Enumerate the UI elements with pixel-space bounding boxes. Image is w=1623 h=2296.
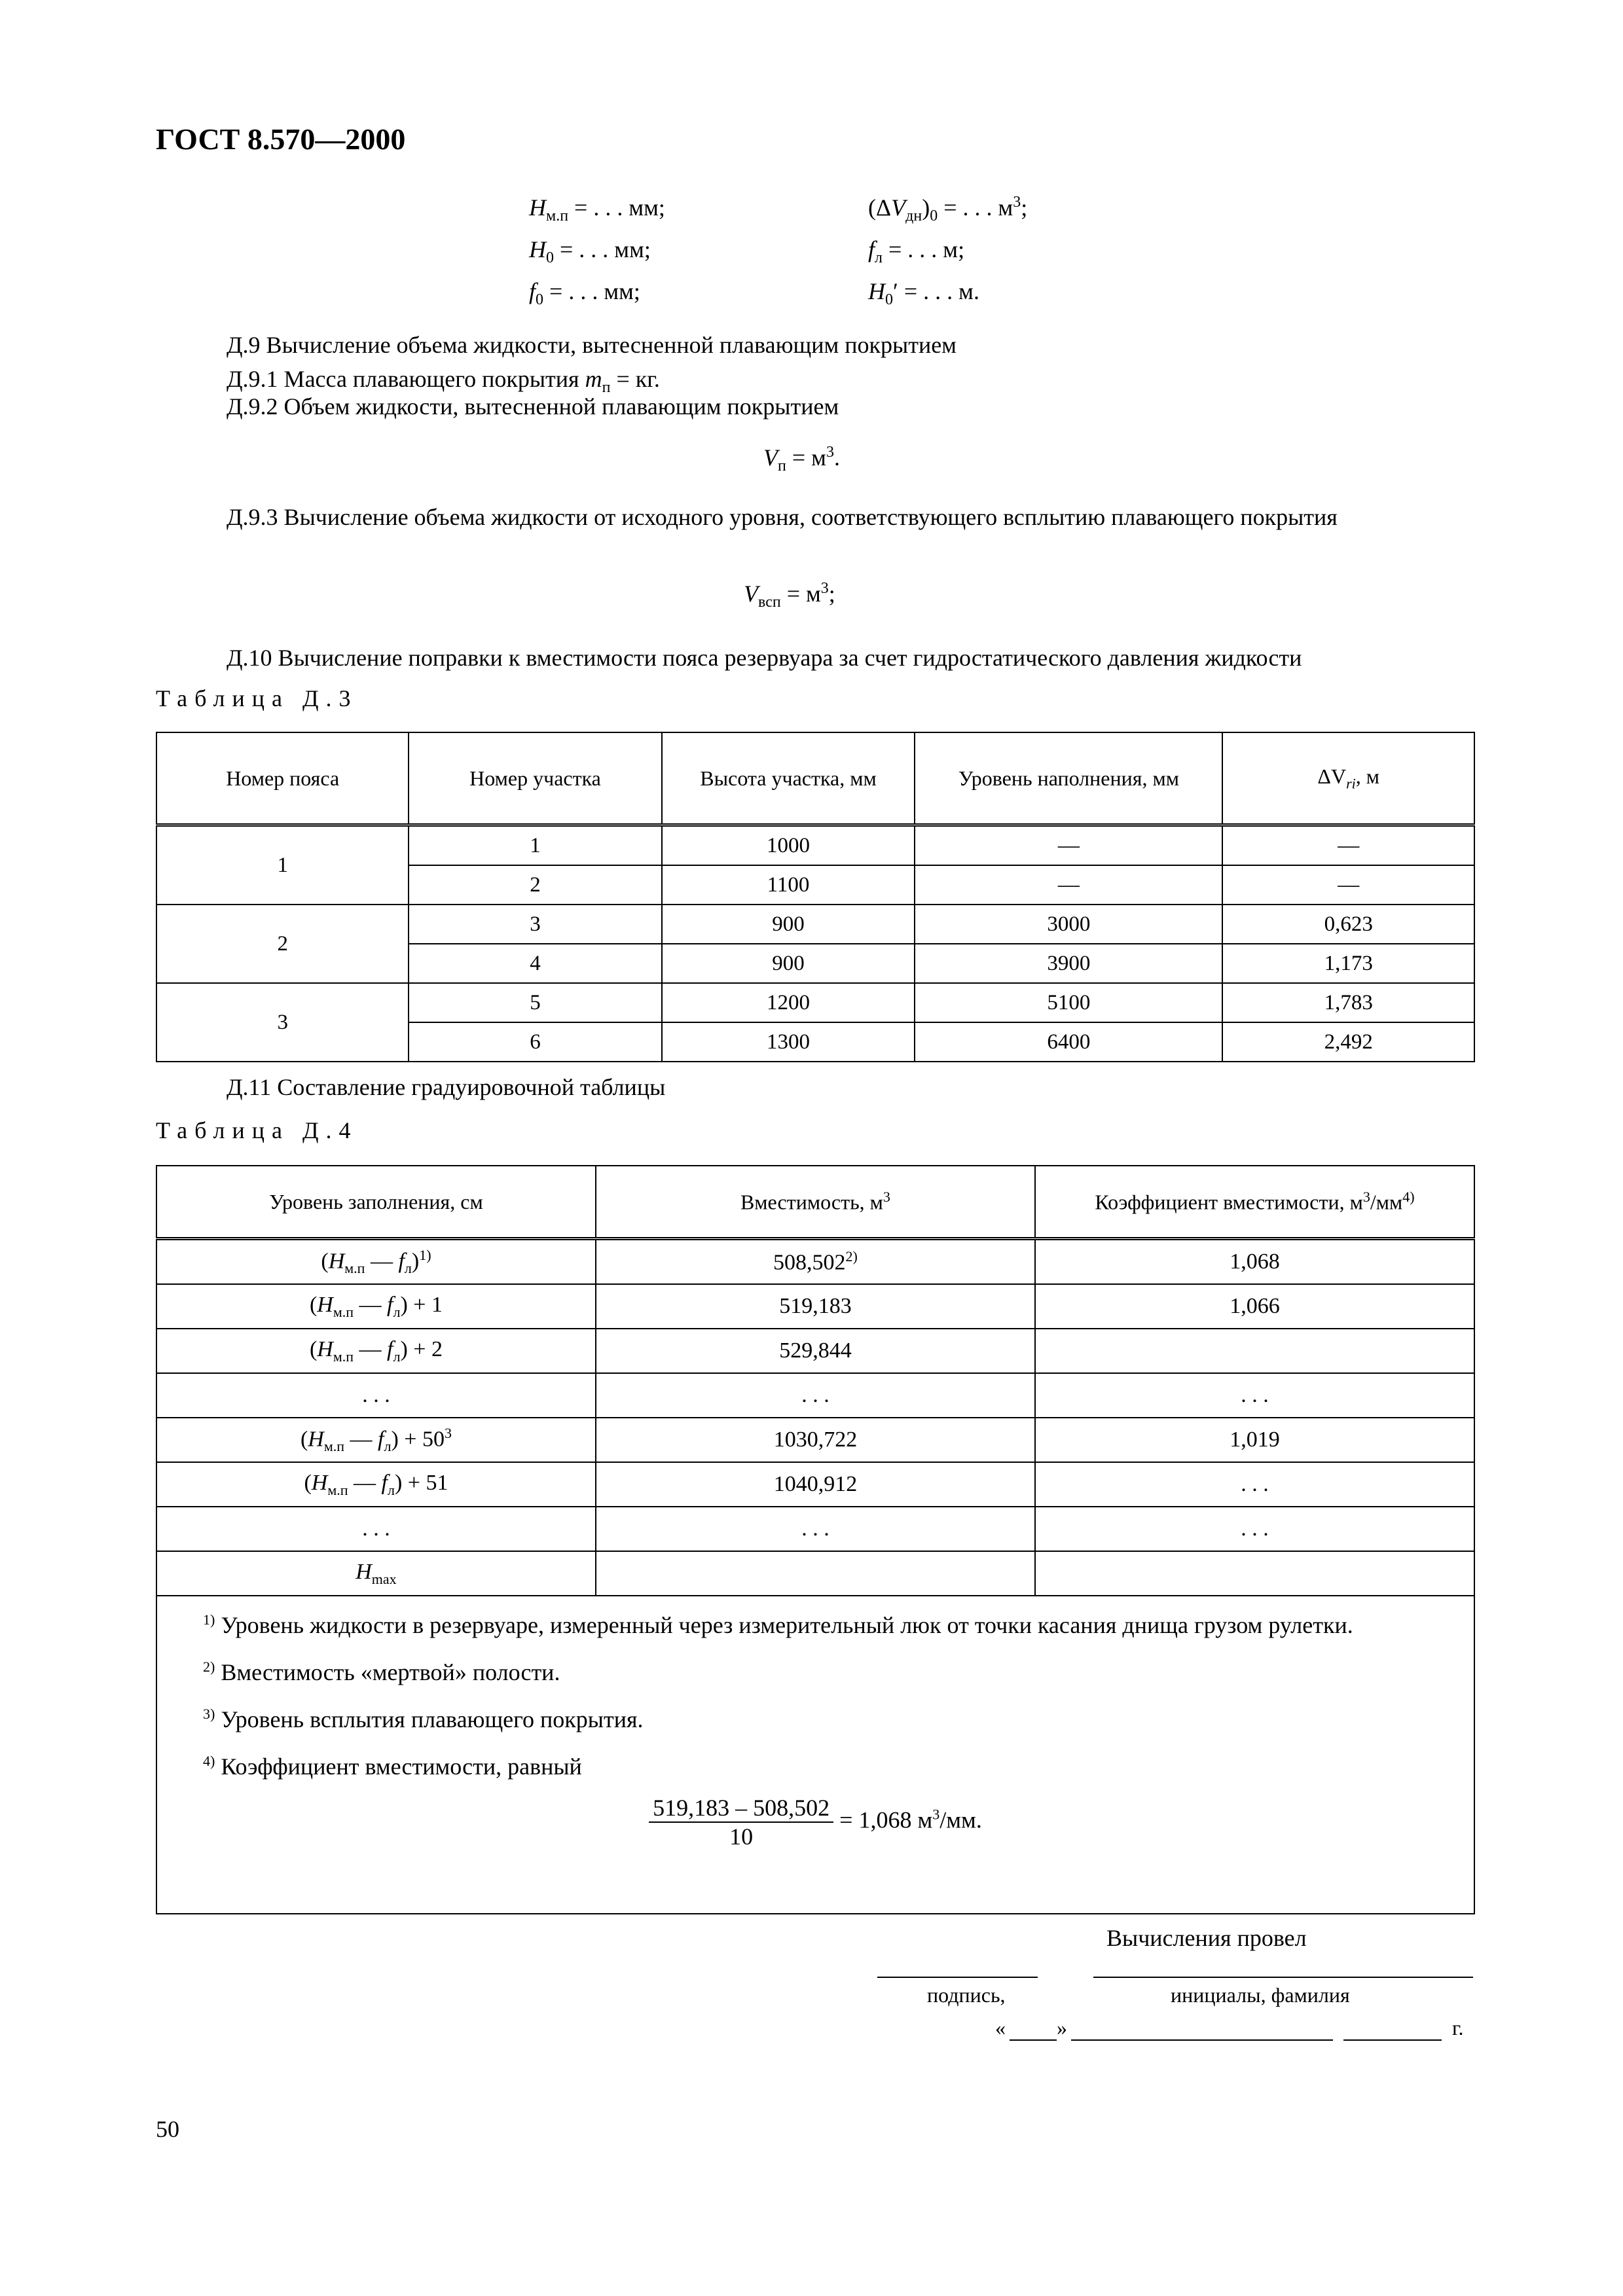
fill-level-cell: 3900 <box>915 944 1222 983</box>
section-height-cell: 1100 <box>662 865 915 905</box>
section-number-cell: 4 <box>409 944 661 983</box>
name-caption: инициалы, фамилия <box>1171 1983 1350 2007</box>
coef-cell: 1,066 <box>1035 1284 1474 1329</box>
hmax-cell: $H_{max}$ <box>156 1551 596 1596</box>
table-row <box>156 1373 1474 1418</box>
section-d93: Д.9.3 Вычисление объема жидкости от исходного уровня, соответствующего всплытию плавающего покрытия <box>227 504 1338 530</box>
section-height-cell: 900 <box>662 905 915 944</box>
coef-cell <box>1035 1329 1474 1373</box>
ellipsis-cell: . . . <box>156 1507 596 1551</box>
table-row <box>156 905 1474 944</box>
table-row-hmax <box>156 1551 1474 1596</box>
section-d11: Д.11 Составление градуировочной таблицы <box>227 1074 666 1100</box>
ellipsis-cell: . . . <box>156 1373 596 1418</box>
signature-caption: подпись, <box>927 1983 1006 2007</box>
table-row <box>156 825 1474 866</box>
table-d4-title: Таблица Д.4 <box>156 1117 358 1143</box>
section-number-cell: 2 <box>409 865 661 905</box>
ellipsis-cell: . . . <box>1035 1507 1474 1551</box>
table-notes-row <box>156 1596 1474 1914</box>
footnote: $^{3)}$ Уровень всплытия плавающего покрытия. <box>203 1706 644 1732</box>
coef-cell: 1,068 <box>1035 1239 1474 1285</box>
belt-number-cell: 2 <box>156 905 409 983</box>
table-footnotes <box>156 1596 1474 1914</box>
capacity-formula: $\frac{519,183 - 508,502}{10}$ = 1,068 $м^3/мм$. <box>162 1794 1468 1850</box>
date-day-line <box>1010 2039 1057 2041</box>
empty-cell <box>596 1551 1035 1596</box>
section-number-cell: 6 <box>409 1022 661 1062</box>
section-number-cell: 1 <box>409 825 661 866</box>
capacity-cell: 529,844 <box>596 1329 1035 1373</box>
param-left-0: $H_{м.п}$ = . . . мм; <box>529 194 665 225</box>
fill-level-cell: — <box>915 825 1222 866</box>
section-d91: Д.9.1 Масса плавающего покрытия $m_п$ = кг. <box>227 366 660 397</box>
ellipsis-cell: . . . <box>1035 1373 1474 1418</box>
section-height-cell: 1300 <box>662 1022 915 1062</box>
delta-v-cell: — <box>1222 825 1474 866</box>
table-d3 <box>156 732 1475 1062</box>
section-height-cell: 900 <box>662 944 915 983</box>
footnote: $^{4)}$ Коэффициент вместимости, равный <box>203 1753 582 1780</box>
date-month-line <box>1071 2039 1333 2041</box>
formula-vp: $V_п = м^3$. <box>763 444 840 475</box>
level-cell: ($H_{м.п}$ — $f_л) + 2$ <box>156 1329 596 1373</box>
section-d10: Д.10 Вычисление поправки к вместимости пояса резервуара за счет гидростатического давления жидкости <box>227 645 1302 671</box>
col-header-capacity: Вместимость, $м^3$ <box>596 1166 1035 1239</box>
capacity-cell: 519,183 <box>596 1284 1035 1329</box>
col-header-coef: Коэффициент вместимости, $м^3/мм^{4)}$ <box>1035 1166 1474 1239</box>
level-cell: ($H_{м.п}$ — $f_л) + 50^3$ <box>156 1418 596 1462</box>
section-height-cell: 1000 <box>662 825 915 866</box>
footnote: $^{1)}$ Уровень жидкости в резервуаре, измеренный через измерительный люк от точки касания днища грузом рулетки. <box>203 1611 1353 1638</box>
param-right-2: $H_0'$ = . . . м. <box>868 278 979 309</box>
param-left-2: $f_0$ = . . . мм; <box>529 278 640 309</box>
level-cell: ($H_{м.п}$ — $f_л)^{1)}$ <box>156 1239 596 1285</box>
delta-v-cell: 0,623 <box>1222 905 1474 944</box>
belt-number-cell: 1 <box>156 825 409 905</box>
date-open-quote: « <box>995 2016 1006 2039</box>
coef-cell: . . . <box>1035 1462 1474 1507</box>
ellipsis-cell: . . . <box>596 1373 1035 1418</box>
col-header-section: Номер участка <box>409 732 661 825</box>
delta-v-cell: 1,783 <box>1222 983 1474 1022</box>
table-row <box>156 1462 1474 1507</box>
section-height-cell: 1200 <box>662 983 915 1022</box>
capacity-cell: 1040,912 <box>596 1462 1035 1507</box>
formula-vvsp: $V_{всп} = м^3$; <box>744 580 835 611</box>
col-header-belt: Номер пояса <box>156 732 409 825</box>
param-right-0: $(\Delta V_{дн})_0$ = . . . $м^3$; <box>868 194 1028 225</box>
empty-cell <box>1035 1551 1474 1596</box>
table-d4 <box>156 1165 1475 1914</box>
level-cell: ($H_{м.п}$ — $f_л) + 51$ <box>156 1462 596 1507</box>
page-number: 50 <box>156 2116 179 2142</box>
param-right-1: $f_л$ = . . . м; <box>868 236 965 267</box>
table-row <box>156 1284 1474 1329</box>
col-header-level: Уровень заполнения, см <box>156 1166 596 1239</box>
table-header-row <box>156 732 1474 825</box>
fill-level-cell: 3000 <box>915 905 1222 944</box>
name-line <box>1093 1977 1473 1978</box>
capacity-cell: 1030,722 <box>596 1418 1035 1462</box>
table-header-row <box>156 1166 1474 1239</box>
col-header-height: Высота участка, мм <box>662 732 915 825</box>
table-d3-title: Таблица Д.3 <box>156 685 358 711</box>
fill-level-cell: 6400 <box>915 1022 1222 1062</box>
footnote: $^{2)}$ Вместимость «мертвой» полости. <box>203 1659 560 1685</box>
table-row <box>156 1418 1474 1462</box>
capacity-cell: 508,502$^{2)}$ <box>596 1239 1035 1285</box>
year-suffix: г. <box>1452 2016 1464 2039</box>
fill-level-cell: — <box>915 865 1222 905</box>
col-header-delta-v: $\Delta V_{ri}$, м <box>1222 732 1474 825</box>
table-row <box>156 1329 1474 1373</box>
date-close-quote: » <box>1057 2016 1067 2039</box>
coef-cell: 1,019 <box>1035 1418 1474 1462</box>
document-header: ГОСТ 8.570—2000 <box>156 122 406 156</box>
delta-v-cell: 2,492 <box>1222 1022 1474 1062</box>
signature-line <box>877 1977 1038 1978</box>
fill-level-cell: 5100 <box>915 983 1222 1022</box>
section-number-cell: 5 <box>409 983 661 1022</box>
signature-label: Вычисления провел <box>1106 1925 1307 1951</box>
param-left-1: $H_0$ = . . . мм; <box>529 236 651 267</box>
belt-number-cell: 3 <box>156 983 409 1062</box>
section-number-cell: 3 <box>409 905 661 944</box>
section-d9: Д.9 Вычисление объема жидкости, вытесненной плавающим покрытием <box>227 332 957 358</box>
delta-v-cell: 1,173 <box>1222 944 1474 983</box>
section-d92: Д.9.2 Объем жидкости, вытесненной плавающим покрытием <box>227 393 839 420</box>
level-cell: ($H_{м.п}$ — $f_л) + 1$ <box>156 1284 596 1329</box>
table-row <box>156 1239 1474 1285</box>
table-row <box>156 1507 1474 1551</box>
ellipsis-cell: . . . <box>596 1507 1035 1551</box>
table-row <box>156 983 1474 1022</box>
date-year-line <box>1343 2039 1442 2041</box>
col-header-fill-level: Уровень наполнения, мм <box>915 732 1222 825</box>
delta-v-cell: — <box>1222 865 1474 905</box>
